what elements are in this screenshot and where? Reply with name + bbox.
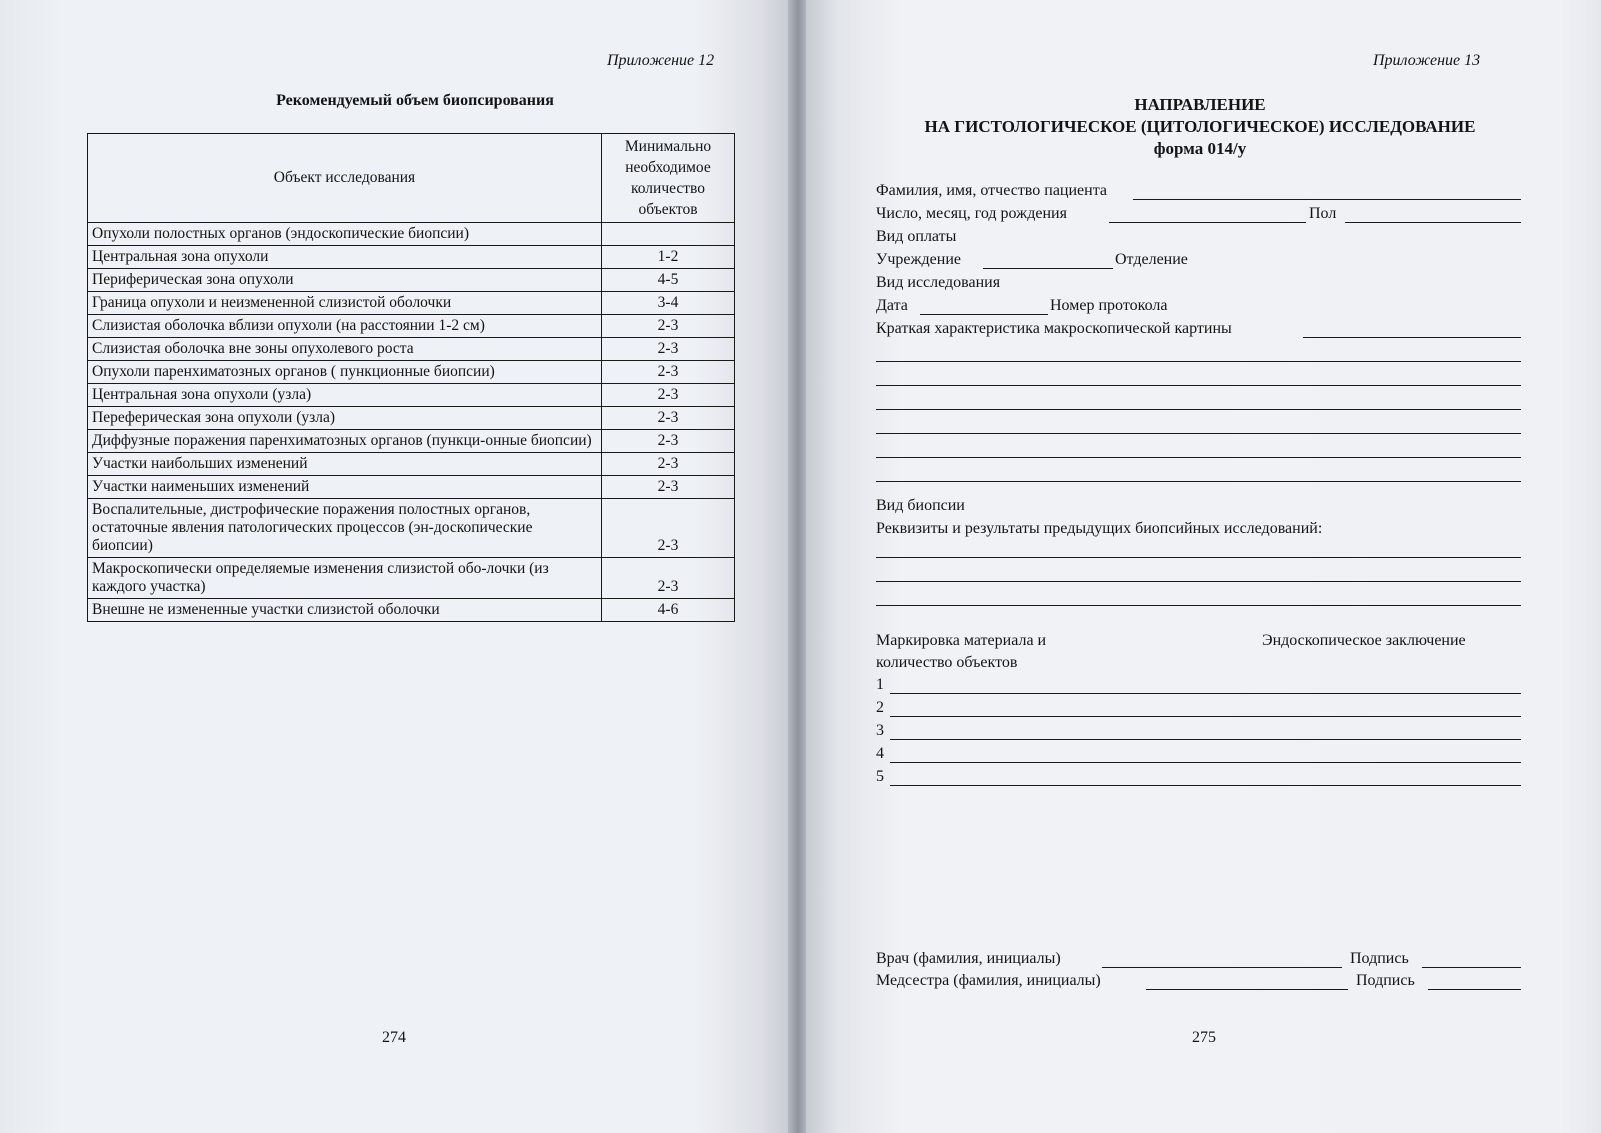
table-cell-count: 2-3 — [602, 361, 735, 384]
field-date-line — [920, 314, 1048, 315]
appendix-label-13: Приложение 13 — [1373, 52, 1481, 69]
field-study-type-label: Вид исследования — [876, 274, 1001, 291]
appendix-label-12: Приложение 12 — [607, 52, 715, 69]
field-birth-date-label: Число, месяц, год рождения — [876, 205, 1067, 222]
header-object: Объект исследования — [88, 134, 602, 223]
field-nurse-signature-label: Подпись — [1356, 972, 1415, 989]
prev-biopsy-line-3 — [876, 605, 1521, 606]
form-code: форма 014/у — [1153, 139, 1247, 158]
field-department-label: Отделение — [1115, 251, 1188, 268]
biopsy-volume-title: Рекомендуемый объем биопсирования — [276, 92, 554, 109]
field-marking-label-line1: Маркировка материала и — [876, 632, 1047, 649]
table-cell-object: Опухоли паренхиматозных органов ( пункционные биопсии) — [88, 361, 602, 384]
table-row — [88, 558, 735, 599]
table-cell-object: Участки наибольших изменений — [88, 453, 602, 476]
macro-line-1 — [876, 361, 1521, 362]
field-marking-label-line2: количество объектов — [876, 654, 1018, 671]
table-row — [88, 315, 735, 338]
table-cell-object: Слизистая оболочка вне зоны опухолевого роста — [88, 338, 602, 361]
table-row — [88, 223, 735, 246]
macro-line-2 — [876, 385, 1521, 386]
table-cell-count: 2-3 — [602, 453, 735, 476]
field-protocol-number-label: Номер протокола — [1050, 297, 1168, 314]
form-title-line2: НА ГИСТОЛОГИЧЕСКОЕ (ЦИТОЛОГИЧЕСКОЕ) ИССЛЕДОВАНИЕ — [924, 117, 1476, 136]
page-number-left: 274 — [382, 1029, 406, 1046]
table-row — [88, 384, 735, 407]
macro-line-6 — [876, 481, 1521, 482]
field-previous-biopsies-label: Реквизиты и результаты предыдущих биопсийных исследований: — [876, 520, 1323, 537]
numbered-line-label-2: 2 — [876, 699, 884, 716]
field-macro-description-label: Краткая характеристика макроскопической картины — [876, 320, 1232, 337]
field-doctor-label: Врач (фамилия, инициалы) — [876, 950, 1061, 967]
table-cell-object: Переферическая зона опухоли (узла) — [88, 407, 602, 430]
macro-line-0 — [1303, 337, 1521, 338]
field-nurse-label: Медсестра (фамилия, инициалы) — [876, 972, 1101, 989]
field-birth-date-line — [1109, 222, 1306, 223]
form-title-line1: НАПРАВЛЕНИЕ — [1134, 95, 1266, 114]
table-cell-count: 2-3 — [602, 384, 735, 407]
field-doctor-signature-label: Подпись — [1350, 950, 1409, 967]
numbered-line-5 — [890, 785, 1521, 786]
table-row — [88, 292, 735, 315]
table-cell-count: 2-3 — [602, 315, 735, 338]
field-sex-line — [1345, 222, 1521, 223]
table-cell-object: Центральная зона опухоли — [88, 246, 602, 269]
table-cell-object: Центральная зона опухоли (узла) — [88, 384, 602, 407]
field-patient-name-label: Фамилия, имя, отчество пациента — [876, 182, 1107, 199]
table-cell-object: Воспалительные, дистрофические поражения полостных органов, остаточные явления патологических процессов (эн-доскопические биопсии) — [88, 499, 602, 558]
macro-line-5 — [876, 457, 1521, 458]
table-cell-count: 1-2 — [602, 246, 735, 269]
biopsy-table-body — [88, 223, 735, 622]
table-cell-count: 4-5 — [602, 269, 735, 292]
numbered-line-2 — [890, 716, 1521, 717]
field-payment-type-label: Вид оплаты — [876, 228, 957, 245]
table-cell-object: Граница опухоли и неизмененной слизистой оболочки — [88, 292, 602, 315]
table-row — [88, 453, 735, 476]
table-cell-count: 2-3 — [602, 558, 735, 599]
table-row — [88, 361, 735, 384]
numbered-line-label-5: 5 — [876, 768, 884, 785]
field-sex-label: Пол — [1309, 205, 1337, 222]
table-cell-object: Диффузные поражения паренхиматозных органов (пункци-онные биопсии) — [88, 430, 602, 453]
field-nurse-line — [1146, 989, 1348, 990]
table-cell-count: 2-3 — [602, 338, 735, 361]
table-cell-count: 2-3 — [602, 476, 735, 499]
page-number-right: 275 — [1192, 1029, 1216, 1046]
field-doctor-line — [1102, 967, 1342, 968]
field-patient-name-line — [1133, 199, 1521, 200]
table-row — [88, 338, 735, 361]
table-cell-count — [602, 223, 735, 246]
table-row — [88, 499, 735, 558]
field-biopsy-type-label: Вид биопсии — [876, 497, 965, 514]
table-row — [88, 407, 735, 430]
table-cell-count: 4-6 — [602, 599, 735, 622]
table-row — [88, 269, 735, 292]
biopsy-volume-table — [87, 133, 735, 622]
numbered-line-label-3: 3 — [876, 722, 884, 739]
table-cell-count: 2-3 — [602, 430, 735, 453]
table-cell-object: Периферическая зона опухоли — [88, 269, 602, 292]
field-nurse-signature-line — [1428, 989, 1521, 990]
table-row — [88, 246, 735, 269]
field-date-label: Дата — [876, 297, 908, 314]
field-endoscopic-conclusion-label: Эндоскопическое заключение — [1262, 632, 1466, 649]
table-cell-object: Слизистая оболочка вблизи опухоли (на расстоянии 1-2 см) — [88, 315, 602, 338]
macro-line-4 — [876, 433, 1521, 434]
table-cell-count: 3-4 — [602, 292, 735, 315]
numbered-line-4 — [890, 762, 1521, 763]
table-cell-object: Внешне не измененные участки слизистой оболочки — [88, 599, 602, 622]
field-institution-line — [983, 268, 1113, 269]
header-min-count: Минимально необходимое количество объектов — [602, 134, 735, 223]
numbered-line-label-1: 1 — [876, 676, 884, 693]
prev-biopsy-line-1 — [876, 557, 1521, 558]
table-header-row — [88, 134, 735, 223]
field-institution-label: Учреждение — [876, 251, 961, 268]
prev-biopsy-line-2 — [876, 581, 1521, 582]
table-row — [88, 599, 735, 622]
numbered-line-3 — [890, 739, 1521, 740]
table-cell-count: 2-3 — [602, 499, 735, 558]
field-doctor-signature-line — [1422, 967, 1521, 968]
macro-line-3 — [876, 409, 1521, 410]
table-cell-object: Макроскопически определяемые изменения слизистой обо-лочки (из каждого участка) — [88, 558, 602, 599]
numbered-line-1 — [890, 693, 1521, 694]
table-cell-object: Опухоли полостных органов (эндоскопические биопсии) — [88, 223, 602, 246]
table-row — [88, 476, 735, 499]
table-cell-object: Участки наименьших изменений — [88, 476, 602, 499]
numbered-line-label-4: 4 — [876, 745, 884, 762]
table-row — [88, 430, 735, 453]
table-cell-count: 2-3 — [602, 407, 735, 430]
book-gutter — [788, 0, 808, 1133]
